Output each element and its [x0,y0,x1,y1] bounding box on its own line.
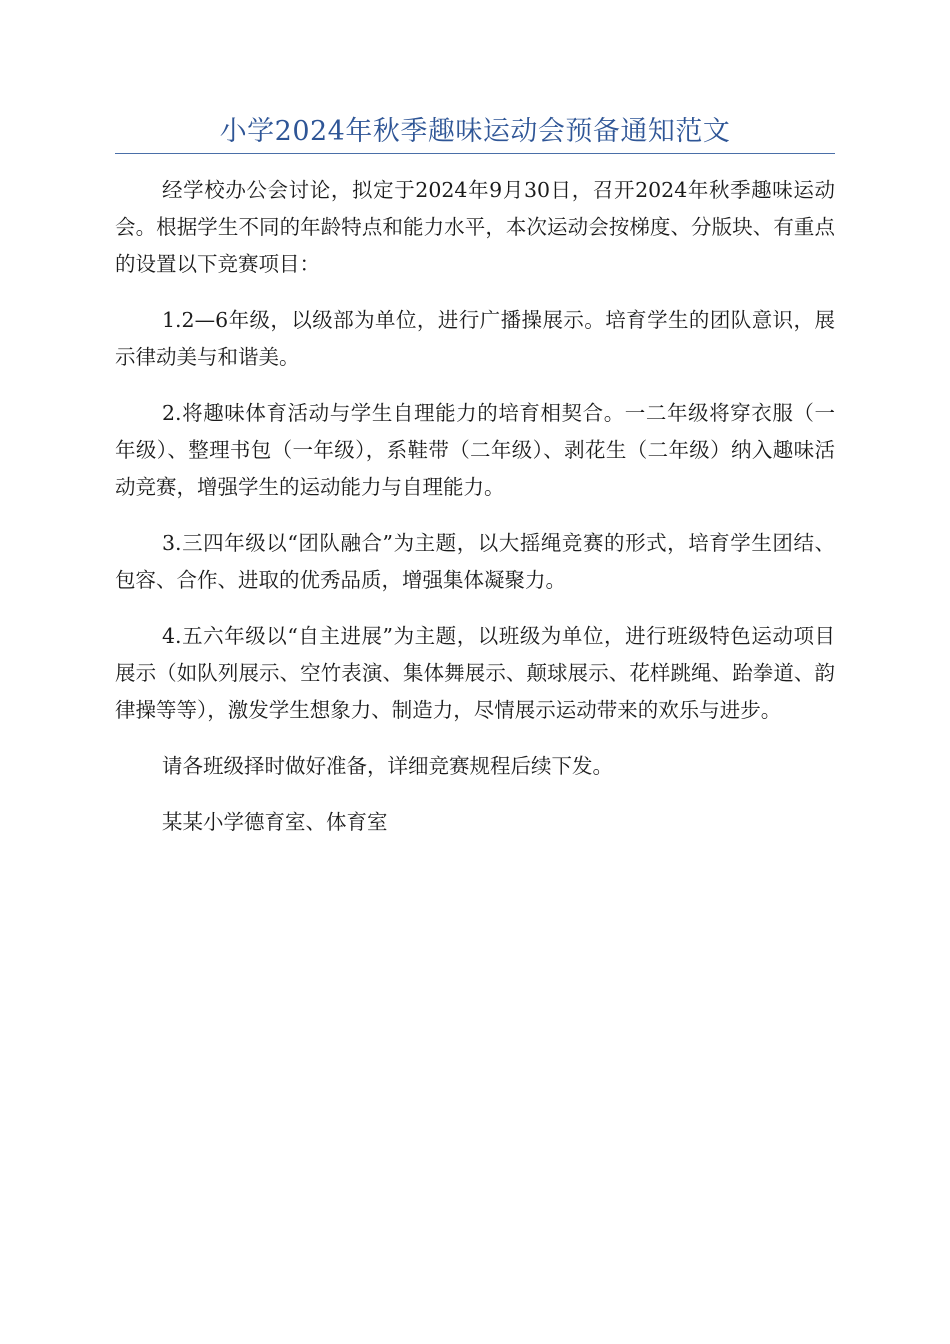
paragraph-item-3: 3.三四年级以“团队融合”为主题，以大摇绳竞赛的形式，培育学生团结、包容、合作、进取的优秀品质，增强集体凝聚力。 [115,531,835,592]
paragraph-item-1: 1.2—6年级，以级部为单位，进行广播操展示。培育学生的团队意识，展示律动美与和谐美。 [115,308,835,369]
document-title: 小学2024年秋季趣味运动会预备通知范文 [219,116,731,147]
paragraph-closing: 请各班级择时做好准备，详细竞赛规程后续下发。 [162,754,613,778]
paragraph-item-4: 4.五六年级以“自主进展”为主题，以班级为单位，进行班级特色运动项目展示（如队列展示、空竹表演、集体舞展示、颠球展示、花样跳绳、跆拳道、韵律操等等），激发学生想象力、制造力，尽情展示运动带来的欢乐与进步。 [115,624,835,722]
paragraph-item-2: 2.将趣味体育活动与学生自理能力的培育相契合。一二年级将穿衣服（一年级）、整理书包（一年级），系鞋带（二年级）、剥花生（二年级）纳入趣味活动竞赛，增强学生的运动能力与自理能力。 [115,401,835,499]
title-underline [115,153,835,154]
paragraph-signature: 某某小学德育室、体育室 [162,810,388,834]
document-body [115,172,835,860]
paragraph-intro: 经学校办公会讨论，拟定于2024年9月30日，召开2024年秋季趣味运动会。根据学生不同的年龄特点和能力水平，本次运动会按梯度、分版块、有重点的设置以下竞赛项目： [115,178,835,276]
